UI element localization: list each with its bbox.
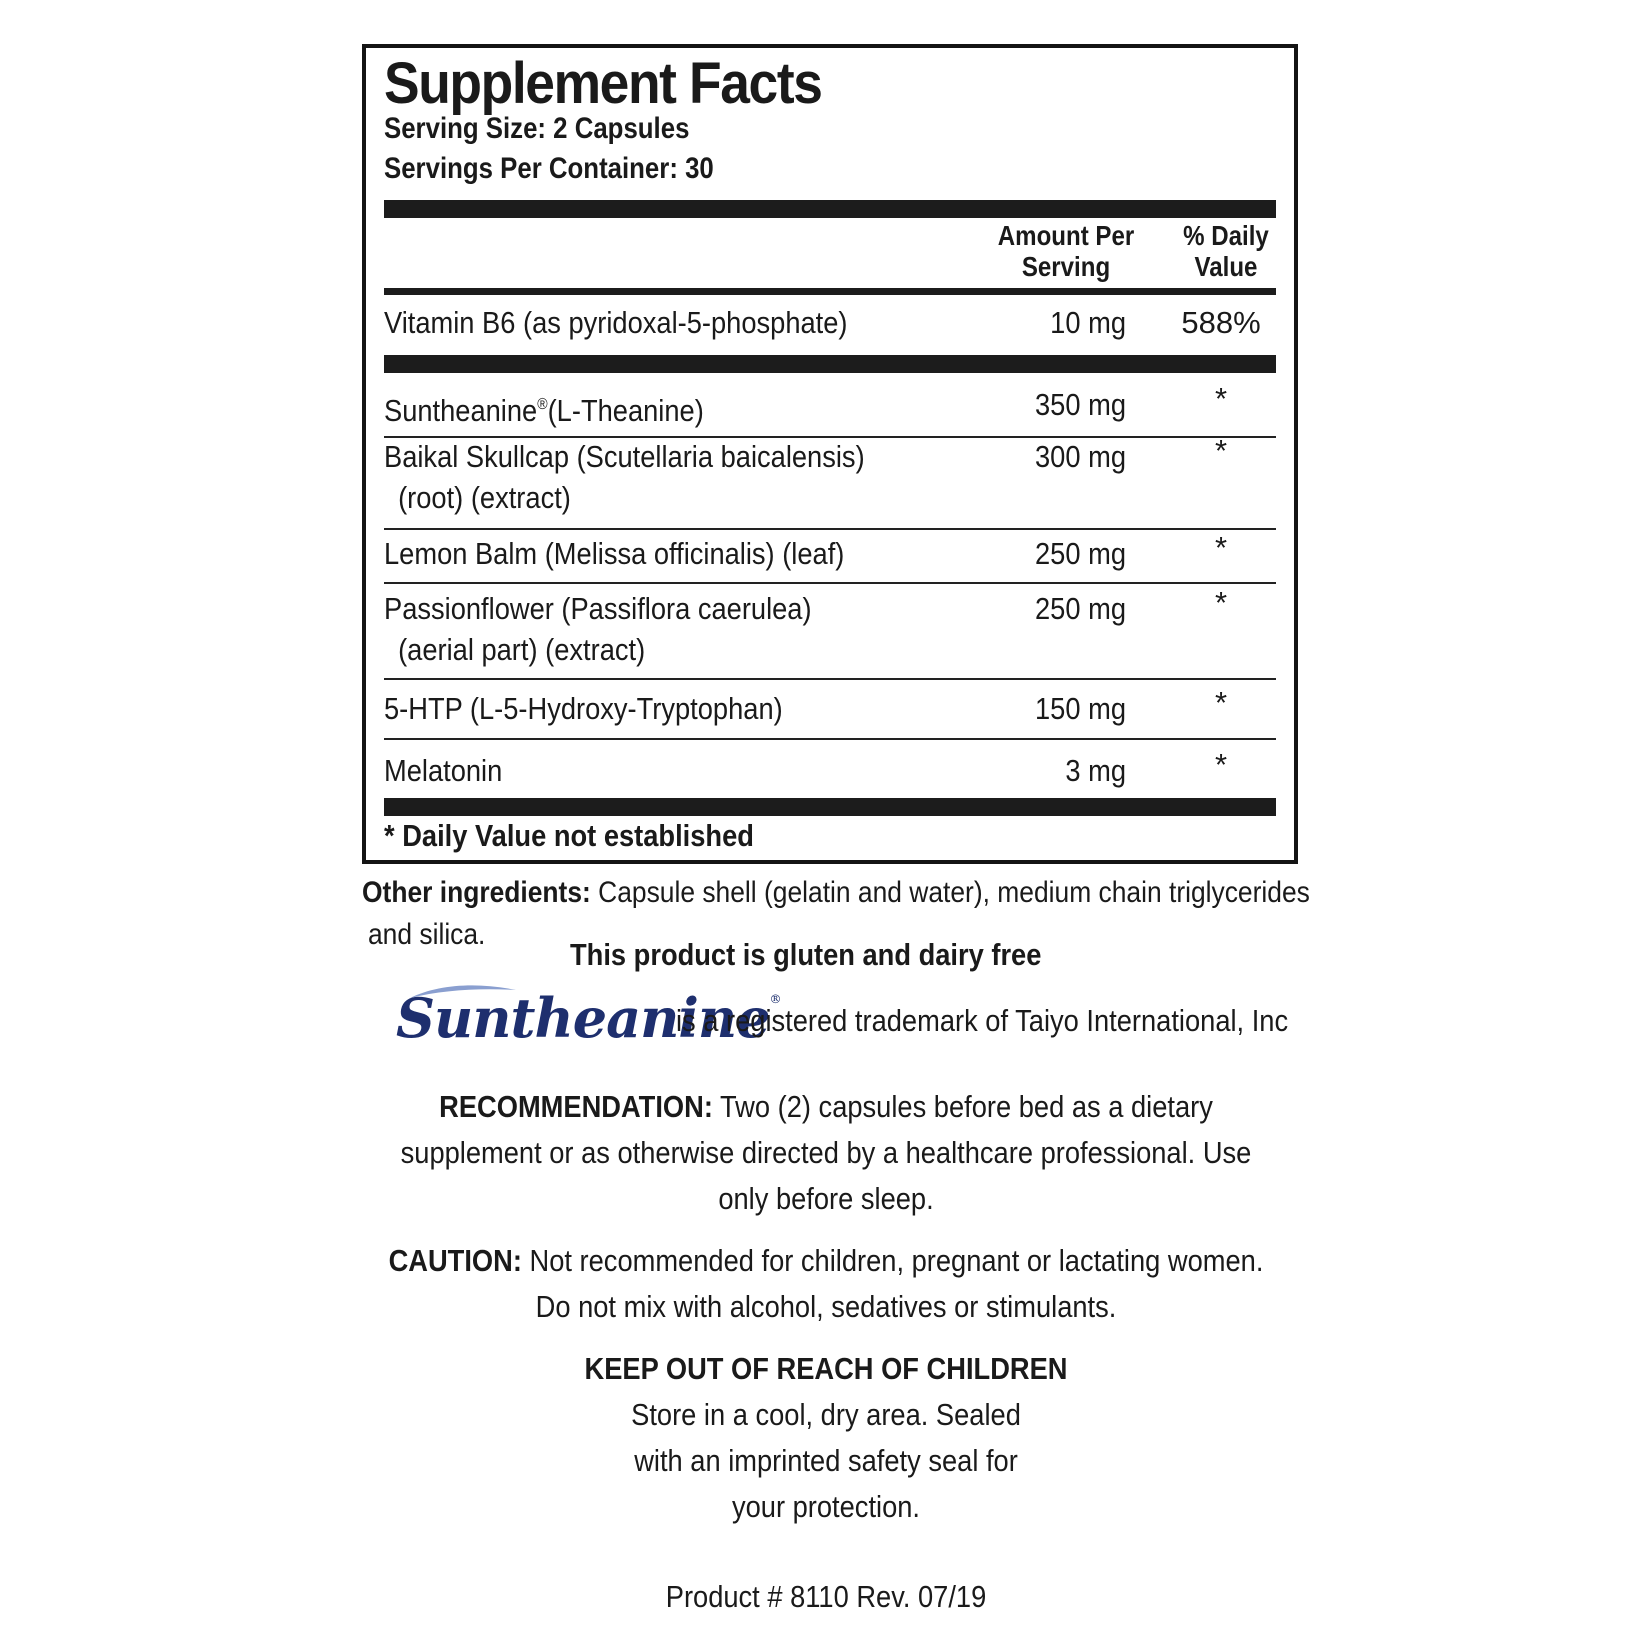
vitamin-b6-dv: 588% xyxy=(1181,305,1261,340)
divider-row xyxy=(384,528,1276,530)
caution-label: CAUTION: xyxy=(388,1243,522,1278)
ingredient-5htp-dv: * xyxy=(1214,685,1228,720)
ingredient-lemon-balm-amount: 250 mg xyxy=(1035,536,1126,571)
storage-warning xyxy=(386,1346,1266,1530)
divider-medium-header xyxy=(384,288,1276,295)
servings-per-container: Servings Per Container: 30 xyxy=(384,152,714,185)
ingredient-suntheanine-label: Suntheanine xyxy=(384,393,538,428)
ingredient-skullcap-line1: Baikal Skullcap (Scutellaria baicalensis) xyxy=(384,439,865,474)
daily-value-footnote: * Daily Value not established xyxy=(384,818,754,853)
logo-registered-mark: ® xyxy=(769,992,781,1006)
caution xyxy=(386,1238,1266,1330)
caution-line1: Not recommended for children, pregnant or lactating women. xyxy=(521,1243,1264,1278)
caution-line2: Do not mix with alcohol, sedatives or stimulants. xyxy=(535,1289,1117,1324)
ingredient-5htp-name: 5-HTP (L-5-Hydroxy-Tryptophan) xyxy=(384,691,783,726)
ingredient-5htp-amount: 150 mg xyxy=(1035,691,1126,726)
ingredient-suntheanine-sub: (L-Theanine) xyxy=(547,393,704,428)
ingredient-passionflower-line2: (aerial part) (extract) xyxy=(398,632,646,667)
column-header-amount-line2: Serving xyxy=(1021,251,1111,282)
keep-out-heading: KEEP OUT OF REACH OF CHILDREN xyxy=(584,1351,1068,1386)
ingredient-passionflower-amount: 250 mg xyxy=(1035,591,1126,626)
ingredient-melatonin-dv: * xyxy=(1214,747,1228,782)
trademark-text: is a registered trademark of Taiyo International, Inc xyxy=(676,1003,1289,1038)
ingredient-suntheanine-name xyxy=(384,384,704,431)
ingredient-melatonin-amount: 3 mg xyxy=(1065,753,1126,788)
ingredient-suntheanine-dv: * xyxy=(1214,381,1228,416)
ingredient-suntheanine-amount: 350 mg xyxy=(1035,387,1126,422)
registered-mark: ® xyxy=(537,396,548,413)
divider-thick-middle xyxy=(384,355,1276,373)
divider-row xyxy=(384,678,1276,680)
column-header-dv-line2: Value xyxy=(1194,251,1258,282)
other-ingredients-label: Other ingredients: xyxy=(362,876,591,909)
ingredient-lemon-balm-dv: * xyxy=(1214,530,1228,565)
recommendation-label: RECOMMENDATION: xyxy=(439,1089,713,1124)
ingredient-lemon-balm-name: Lemon Balm (Melissa officinalis) (leaf) xyxy=(384,536,845,571)
storage-line2: with an imprinted safety seal for xyxy=(634,1443,1018,1478)
ingredient-passionflower-line1: Passionflower (Passiflora caerulea) xyxy=(384,591,812,626)
column-header-dv-line1: % Daily xyxy=(1183,220,1269,251)
storage-line1: Store in a cool, dry area. Sealed xyxy=(631,1397,1021,1432)
ingredient-melatonin-name: Melatonin xyxy=(384,753,503,788)
ingredient-passionflower-dv: * xyxy=(1214,585,1228,620)
ingredient-skullcap-amount: 300 mg xyxy=(1035,439,1126,474)
recommendation-line1: Two (2) capsules before bed as a dietary xyxy=(712,1089,1213,1124)
column-header-amount xyxy=(980,220,1152,282)
ingredient-passionflower-name xyxy=(384,588,812,670)
ingredient-skullcap-line2: (root) (extract) xyxy=(398,480,571,515)
supplement-facts-panel xyxy=(362,44,1298,864)
suntheanine-logo-text: Suntheanine xyxy=(396,986,770,1050)
other-ingredients-line2: and silica. xyxy=(368,918,486,951)
recommendation-line3: only before sleep. xyxy=(718,1181,934,1216)
divider-thick-bottom xyxy=(384,798,1276,816)
storage-line3: your protection. xyxy=(731,1489,921,1524)
vitamin-b6-amount: 10 mg xyxy=(1050,305,1126,340)
serving-size: Serving Size: 2 Capsules xyxy=(384,112,690,145)
other-ingredients xyxy=(362,872,1310,913)
divider-row xyxy=(384,738,1276,740)
other-ingredients-text: Capsule shell (gelatin and water), medium chain triglycerides xyxy=(590,876,1310,909)
ingredient-skullcap-name xyxy=(384,436,865,518)
recommendation xyxy=(386,1084,1266,1222)
facts-title: Supplement Facts xyxy=(384,51,822,116)
divider-thick-top xyxy=(384,200,1276,218)
product-number: Product # 8110 Rev. 07/19 xyxy=(665,1579,987,1614)
gluten-dairy-free: This product is gluten and dairy free xyxy=(570,937,1042,972)
ingredient-skullcap-dv: * xyxy=(1214,433,1228,468)
vitamin-b6-name: Vitamin B6 (as pyridoxal-5-phosphate) xyxy=(384,305,848,340)
column-header-dv xyxy=(1174,220,1277,282)
divider-row xyxy=(384,582,1276,584)
column-header-amount-line1: Amount Per xyxy=(997,220,1135,251)
recommendation-line2: supplement or as otherwise directed by a healthcare professional. Use xyxy=(400,1135,1252,1170)
